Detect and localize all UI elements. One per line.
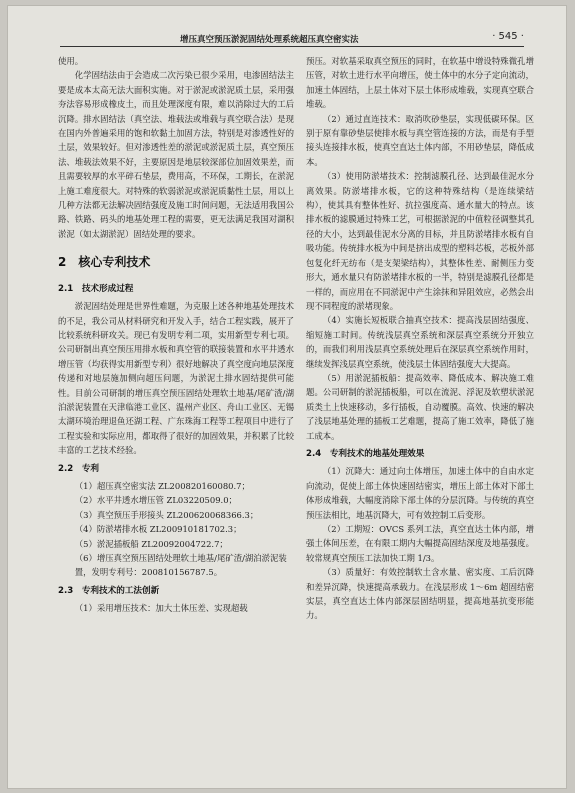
running-header bbox=[60, 32, 524, 47]
list-item: （4）防淤堵排水板 ZL200910181702.3； bbox=[74, 524, 242, 535]
subsection-heading: 2.1 技术形成过程 bbox=[58, 283, 134, 294]
paragraph: （2）通过直连技术：取消吹砂垫层，实现低碳环保。区别于原有靠砂垫层使排水板与真空管连接的方法，而是有手型接头连接排水板，使真空直达土体内部，不用砂垫层，降低成本。 bbox=[306, 113, 534, 167]
paragraph: 化学固结法由于会造成二次污染已很少采用，电渗固结法主要是成本太高无法大面积实施。对于淤泥或淤泥质土层，采用强夯法容易形成橡皮土，而且处理深度有限，难以消除过大的工后沉降。排水固结法（真空法、堆载法或堆载与真空联合法）是现在国内外普遍采用的饱和软黏土加固方法，特别是对渗透性好的土层，效果较好。但对渗透性差的淤泥或淤泥质土层，真空预压法、堆载法效果不好，主要原因是地层较深部位加固效果差，而且需要较厚的水平碎石垫层，费用高，不环保，工期长，在淤泥上施工难度很大。对特殊的软弱淤泥或淤泥质黏性土层，用以上几种方法都无法解决固结强度及施工时间问题，无法适用我国公路、铁路、码头的地基处理工程的需要，更无法满足我国对湖积淤泥（如太湖淤泥）固结处理的要求。 bbox=[58, 70, 294, 239]
paragraph: 淤泥固结处理是世界性难题，为克服上述各种地基处理技术的不足，我公司从材料研究和开发入手，结合工程实践，展开了比较系统科研攻关。现已有发明专利二项，实用新型专利七项。公司研制出真空预压用排水板和真空管的联接装置和水平井透水增压管（均获得实用新型专利）很好地解决了真空度向地层深度传递和对地层施加侧向超压问题，为淤泥土排水固结提供可能性。目前公司研制的增压真空预压固结处理软土地基/尾矿渣/湖泊淤泥装置在天津临港工业区、温州产业区、舟山工业区、无锡太湖环境治理退鱼还湖工程、广东珠海工程等工程项目中进行了工程实验和实际应用，都取得了很好的加固效果，并积累了比较丰富的工艺技术经验。 bbox=[58, 301, 294, 456]
paragraph: （3）质量好：有效控制软土含水量、密实度、工后沉降和差异沉降，快速提高承载力。在浅层形成 1～6m 超固结密实层，真空直达土体内部深层固结明显，提高地基抗变形能力。 bbox=[306, 567, 534, 621]
right-column bbox=[306, 54, 534, 623]
paragraph: （3）使用防淤堵技术：控制滤膜孔径、达到最佳泥水分离效果。防淤堵排水板，它的这种特殊结构（是连续梁结构），使其具有整体性好、抗拉强度高、通水量大的特点。该排水板的滤膜通过特殊工艺，可根据淤泥的中值粒径调整其孔径的大小，达到最佳泥水分离的目标，并且防淤堵排水板有自吸功能。传统排水板为中间是挤出成型的塑料芯板，芯板外部包复化纤无纺布（是支架梁结构），其整体性差、耐侧压力变形大，通水量只有防淤堵排水板的一半，特别是滤膜孔径都是一样的，而应用在不同淤泥中产生涂抹和异阻效应，必然会出现不同程度的淤堵现象。 bbox=[306, 171, 534, 311]
paragraph: （1）采用增压技术：加大土体压差、实现超载 bbox=[74, 603, 248, 614]
patent-list bbox=[58, 479, 294, 580]
page-number: · 545 · bbox=[492, 31, 524, 42]
subsection-heading: 2.4 专利技术的地基处理效果 bbox=[306, 448, 425, 459]
paragraph: （4）实施长短板联合抽真空技术：提高浅层固结强度、缩短施工时间。传统浅层真空系统和深层真空系统分开独立的，而我们利用浅层真空系统处理后在深层真空系统作用时，继续发挥浅层真空系统，使浅层土体固结强度大大提高。 bbox=[306, 315, 534, 369]
paragraph: （2）工期短：OVCS 系列工法，真空直达土体内部，增强土体间压差，在有限工期内大幅提高固结深度及地基强度。较常规真空预压工法加快工期 1/3。 bbox=[306, 524, 534, 563]
left-column bbox=[58, 54, 294, 616]
paragraph: 使用。 bbox=[58, 56, 84, 66]
section-heading: 2 核心专利技术 bbox=[58, 255, 151, 270]
subsection-heading: 2.2 专利 bbox=[58, 463, 100, 474]
list-item: （2）水平井透水增压管 ZL03220509.0； bbox=[74, 495, 237, 506]
list-item: （6）增压真空预压固结处理软土地基/尾矿渣/湖泊淤泥装置，发明专利号：200810156787.5。 bbox=[74, 553, 287, 578]
paper-page bbox=[8, 6, 566, 788]
paragraph: 预压。对软基采取真空预压的同时，在软基中增设特殊微孔增压管，对软土进行水平向增压，使土体中的水分子定向流动，加速土体固结，上层土体对下层土体形成堆载，实现真空联合堆载。 bbox=[306, 56, 534, 110]
subsection-heading: 2.3 专利技术的工法创新 bbox=[58, 585, 160, 596]
list-item: （1）超压真空密实法 ZL200820160080.7； bbox=[74, 480, 250, 491]
list-item: （5）淤泥插板船 ZL20092004722.7； bbox=[74, 538, 228, 549]
paragraph: （5）用淤泥插板船：提高效率、降低成本、解决施工难题。公司研制的淤泥插板船，可以在流泥、浮泥及软塑状淤泥质类土上快速移动，多行插板，自动覆膜。高效、快速的解决了浅层地基处理的插板工艺难题，提高了施工效率，降低了施工成本。 bbox=[306, 372, 534, 441]
list-item: （3）真空预压手形接头 ZL200620068366.3； bbox=[74, 509, 259, 520]
paragraph: （1）沉降大：通过向土体增压，加速土体中的自由水定向流动，促使上部土体快速固结密实，增压上部土体对下部土体形成堆载，大幅度消除下部土体的分层沉降。与传统的真空预压法相比，地基沉降大，可有效控制工后变形。 bbox=[306, 466, 534, 520]
running-header-title: 增压真空预压淤泥固结处理系统超压真空密实法 bbox=[180, 35, 359, 45]
